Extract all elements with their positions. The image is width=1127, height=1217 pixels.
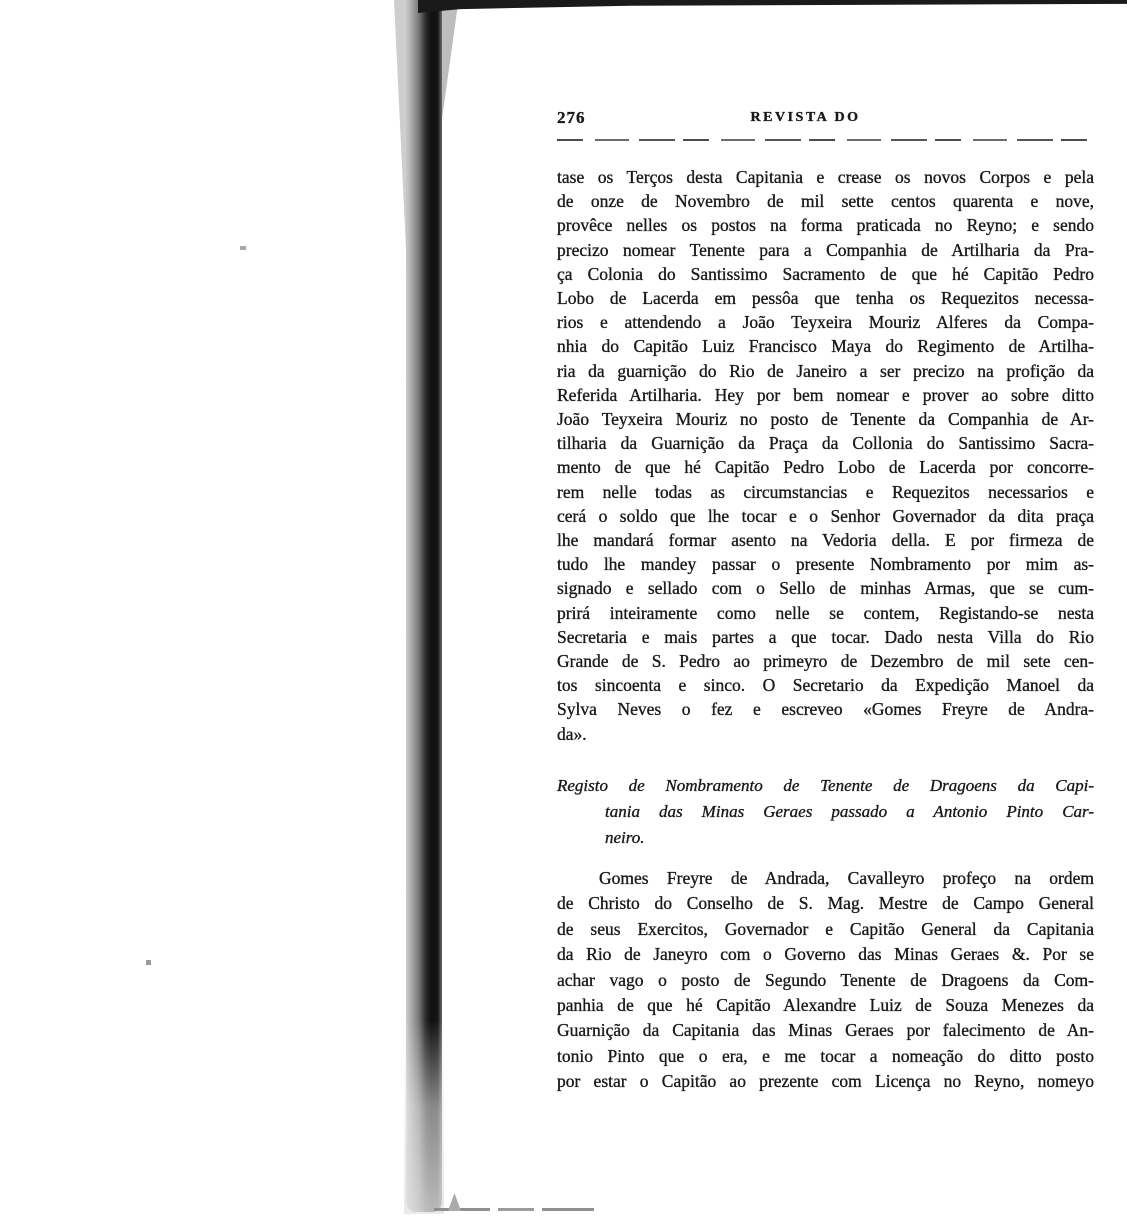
text-line: Lobo de Lacerda em pessôa que tenha os Requezitos necessa- [557,288,1094,309]
dust-speck [146,960,151,965]
text-column [557,108,1094,1095]
text-line: João Teyxeira Mouriz no posto de Tenente da Companhia de Ar- [557,409,1094,430]
text-line: Secretaria e mais partes a que tocar. Dado nesta Villa do Rio [557,626,1094,647]
text-line: de onze de Novembro de mil sette centos quarenta e nove, [557,191,1094,212]
text-line: Referida Artilharia. Hey por bem nomear e prover ao sobre ditto [557,384,1094,405]
section-heading [557,773,1094,851]
text-line: tonio Pinto que o era, e me tocar a nomeação do ditto posto [557,1045,1094,1066]
paragraph-1 [557,165,1094,746]
text-line: Sylva Neves o fez e escreveo «Gomes Freyre de Andra- [557,699,1094,720]
text-line: por estar o Capitão ao prezente com Licença no Reyno, nomeyo [557,1071,1094,1092]
text-line: tase os Terços desta Capitania e crease os novos Corpos e pela [557,167,1094,187]
text-line: tos sincoenta e sinco. O Secretario da Expedição Manoel da [557,675,1094,696]
text-line: rem nelle todas as circumstancias e Requezitos necessarios e [557,481,1094,502]
paragraph-2 [557,866,1094,1095]
text-line: prirá inteiramente como nelle se contem, Registando-se nesta [557,602,1094,623]
text-line: ça Colonia do Santissimo Sacramento de que hé Capitão Pedro [557,263,1094,284]
heading-line: Registo de Nombramento de Tenente de Dragoens da Capi- [557,775,1094,795]
heading-line: tania das Minas Geraes passado a Antonio Pinto Car- [605,801,1094,821]
text-line: da». [557,723,587,744]
heading-line: neiro. [605,827,645,847]
text-line: nhia do Capitão Luiz Francisco Maya do Regimento de Artilha- [557,336,1094,357]
page-header [557,108,1094,130]
running-title: REVISTA DO [750,110,861,125]
text-line: mento de que hé Capitão Pedro Lobo de Lacerda por concorre- [557,457,1094,478]
text-line: de seus Exercitos, Governador e Capitão General da Capitania [557,918,1094,939]
text-line: rios e attendendo a João Teyxeira Mouriz Alferes da Compa- [557,312,1094,333]
text-line: tudo lhe mandey passar o presente Nombramento por mim as- [557,554,1094,575]
dust-speck [240,246,246,250]
gutter-shadow-fade [404,1020,444,1214]
text-line: panhia de que hé Capitão Alexandre Luiz de Souza Menezes da [557,994,1094,1015]
text-line: Gomes Freyre de Andrada, Cavalleyro profeço na ordem [599,867,1094,888]
scan-bottom-mark [448,1193,461,1211]
text-line: tilharia da Guarnição da Praça da Collonia do Santissimo Sacra- [557,433,1094,454]
text-line: lhe mandará formar asento na Vedoria della. E por firmeza de [557,530,1094,551]
page-number: 276 [557,108,586,127]
gutter-shadow-right-wedge [442,4,458,119]
header-rule [557,139,1094,141]
text-line: achar vago o posto de Segundo Tenente de Dragoens da Com- [557,969,1094,990]
text-line: signado e sellado com o Sello de minhas Armas, que se cum- [557,578,1094,599]
text-line: Grande de S. Pedro ao primeyro de Dezembro de mil sete cen- [557,651,1094,672]
scan-top-edge-shadow [418,0,1127,13]
text-line: precizo nomear Tenente para a Companhia de Artilharia da Pra- [557,239,1094,260]
text-line: Guarnição da Capitania das Minas Geraes por falecimento de An- [557,1020,1094,1041]
text-line: cerá o soldo que lhe tocar e o Senhor Governador da dita praça [557,505,1094,526]
text-line: ria da guarnição do Rio de Janeiro a ser precizo na profição da [557,360,1094,381]
text-line: da Rio de Janeyro com o Governo das Minas Geraes &. Por se [557,944,1094,965]
text-line: provêce nelles os postos na forma praticada no Reyno; e sendo [557,215,1094,236]
text-line: de Christo do Conselho de S. Mag. Mestre de Campo General [557,893,1094,914]
